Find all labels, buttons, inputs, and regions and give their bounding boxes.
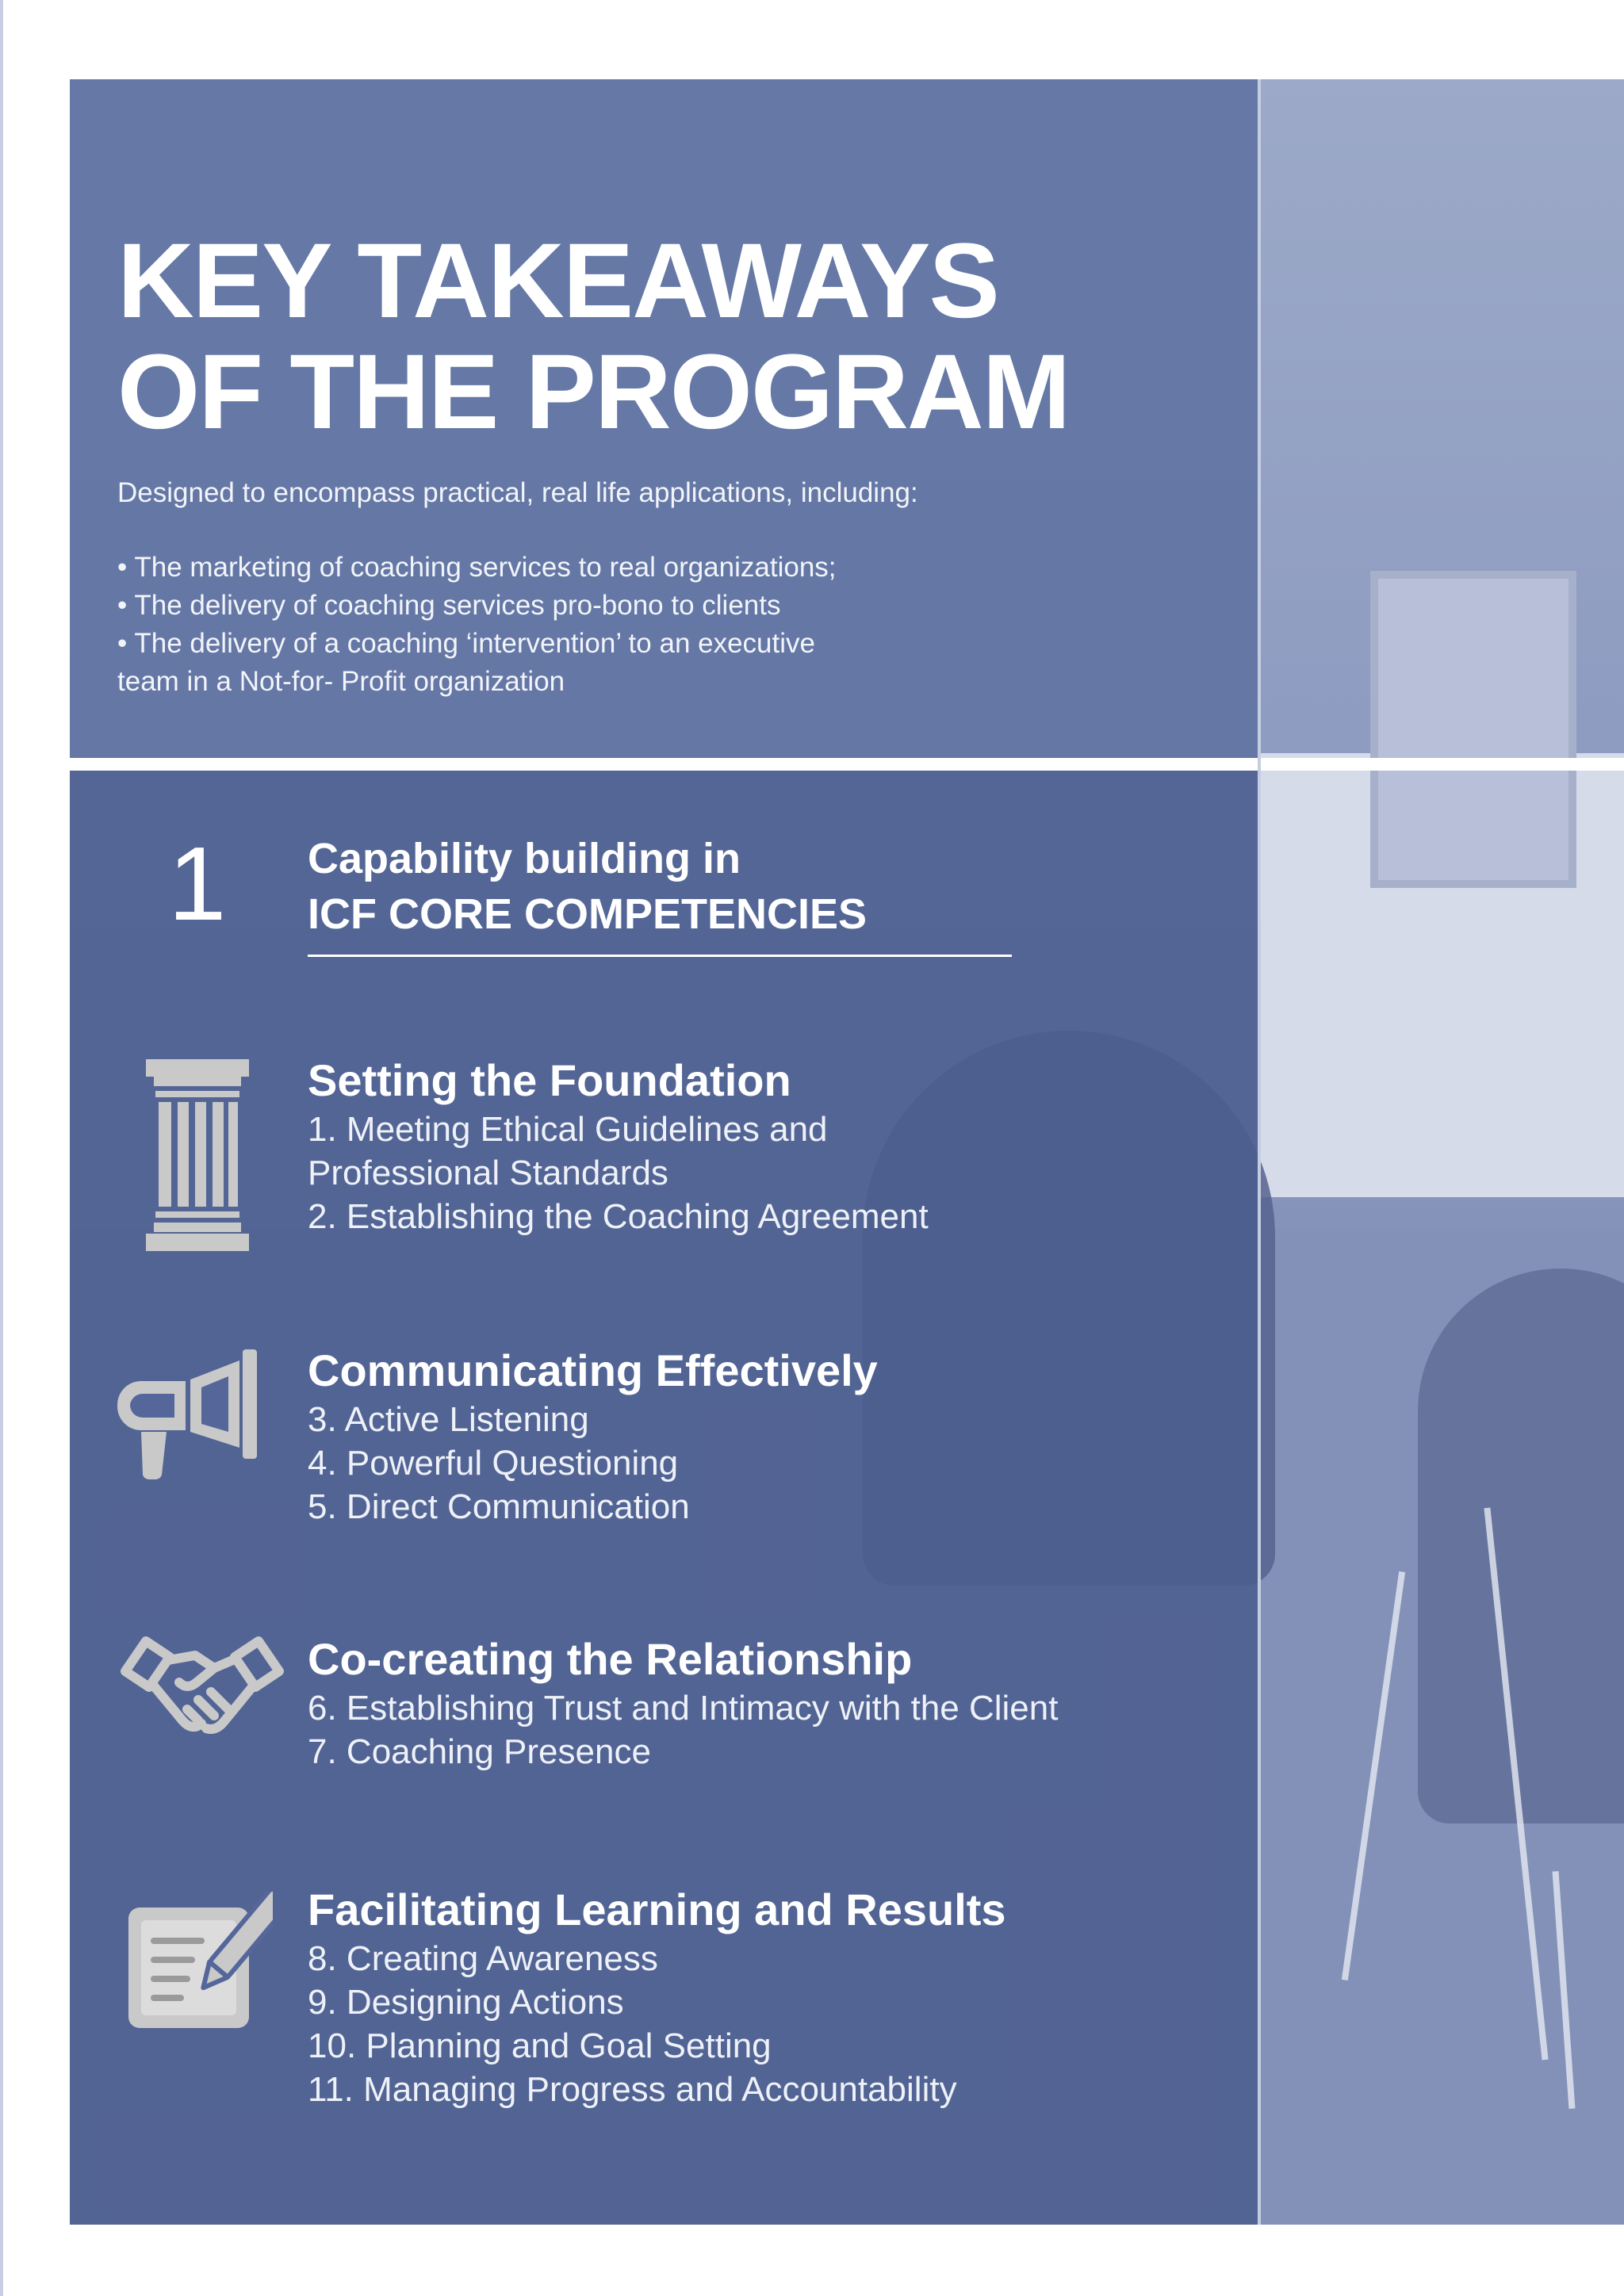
page-title-line: OF THE PROGRAM [117, 333, 1070, 451]
panel-divider [70, 758, 1624, 771]
competency-item: 10. Planning and Goal Setting [308, 2026, 772, 2065]
page-edge [0, 0, 3, 2296]
megaphone-icon [117, 1349, 257, 1479]
competency-item: 4. Powerful Questioning [308, 1444, 679, 1483]
handshake-icon [119, 1633, 285, 1754]
group-title: Communicating Effectively [308, 1345, 878, 1395]
competency-item: 7. Coaching Presence [308, 1732, 651, 1771]
competency-item: 2. Establishing the Coaching Agreement [308, 1197, 929, 1236]
competency-item: 6. Establishing Trust and Intimacy with the Client [308, 1689, 1059, 1728]
application-item: • The delivery of coaching services pro-bono to clients [117, 590, 781, 621]
application-item: team in a Not-for- Profit organization [117, 666, 565, 697]
competency-item: 9. Designing Actions [308, 1983, 624, 2022]
section-number: 1 [168, 825, 227, 942]
application-item: • The marketing of coaching services to real organizations; [117, 552, 837, 583]
competency-item: 11. Managing Progress and Accountability [308, 2070, 957, 2109]
section-underline [308, 955, 1012, 957]
application-list [117, 549, 910, 701]
pillar-icon [146, 1059, 249, 1251]
competency-list [308, 1937, 957, 2111]
competency-list [308, 1398, 690, 1529]
section-title [308, 831, 1180, 942]
page-title-line: KEY TAKEAWAYS [117, 222, 998, 340]
page-title [117, 222, 1228, 451]
competency-item: 5. Direct Communication [308, 1487, 690, 1526]
notepad-pencil-icon [125, 1892, 273, 2034]
competency-item: 8. Creating Awareness [308, 1939, 658, 1978]
competency-list [308, 1686, 1058, 1774]
competency-item: Professional Standards [308, 1154, 668, 1192]
group-title: Setting the Foundation [308, 1055, 791, 1105]
competency-item: 1. Meeting Ethical Guidelines and [308, 1110, 828, 1149]
panel-edge [1258, 79, 1261, 2225]
competency-item: 3. Active Listening [308, 1400, 589, 1439]
group-title: Facilitating Learning and Results [308, 1885, 1006, 1934]
section-title-line: ICF CORE COMPETENCIES [308, 890, 868, 938]
photo-attendee [1418, 1269, 1624, 1823]
section-title-line: Capability building in [308, 835, 741, 882]
intro-text: Designed to encompass practical, real life applications, including: [117, 477, 918, 508]
competency-list [308, 1108, 929, 1238]
photo-door [1370, 571, 1576, 888]
application-item: • The delivery of a coaching ‘intervention’ to an executive [117, 628, 815, 659]
group-title: Co-creating the Relationship [308, 1634, 913, 1684]
